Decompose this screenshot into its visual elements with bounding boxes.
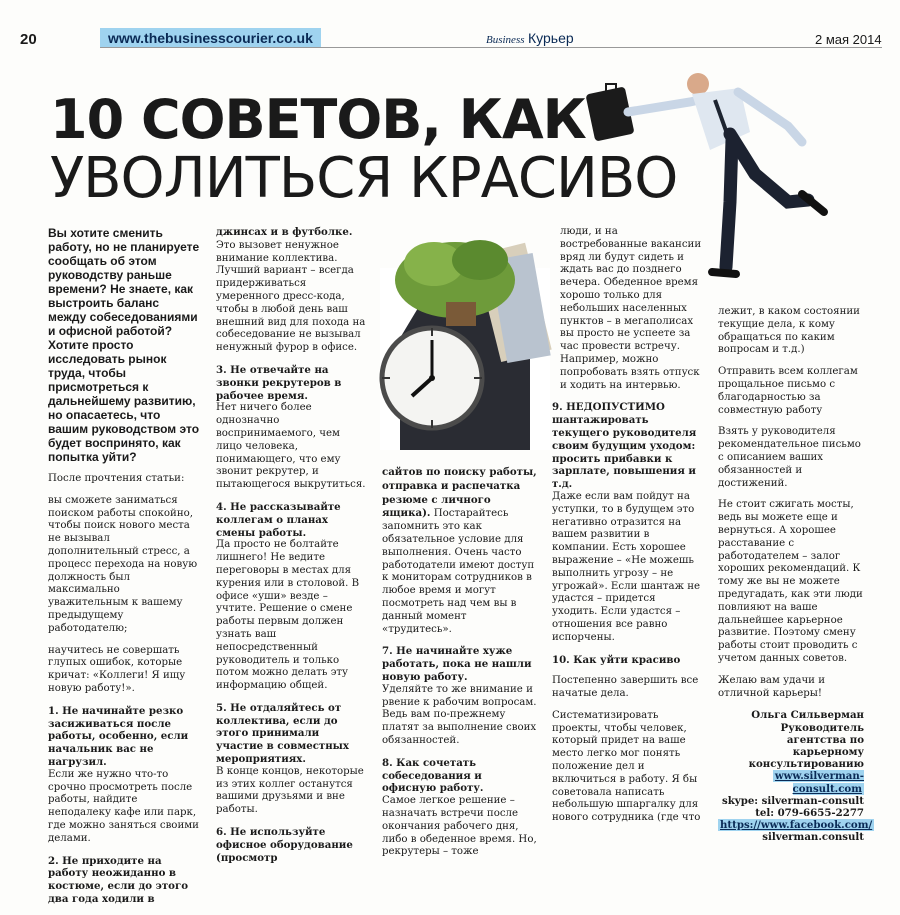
column-5: [718, 306, 873, 844]
paragraph: вы сможете заниматься поиском работы спокойно, чтобы поиск нового места не вызывал дополнительный стресс, а процесс перехода на новую должность был максимально уважительным к вашему предыдущему работодателю;: [48, 494, 198, 634]
column-4: [552, 226, 702, 834]
column-3: [382, 466, 537, 868]
paragraph: Самое легкое решение – назначать встречи после окончания рабочего дня, либо в обеденное время. Но, рекрутеры – тоже: [382, 795, 537, 858]
author-website-link[interactable]: www.silverman-consult.com: [774, 770, 864, 795]
tip-heading-5: 5. Не отдаляйтесь от коллектива, если до этого принимали участие в совместных мероприятиях.: [216, 701, 349, 766]
page-header: [0, 0, 900, 58]
tip-heading-6: 6. Не используйте офисное оборудование (просмотр: [216, 826, 353, 864]
site-url-link[interactable]: www.thebusinesscourier.co.uk: [100, 28, 321, 48]
paragraph: Систематизировать проекты, чтобы человек, который придет на ваше место легко мог понять положение дел и включиться в работу. Я бы советовала написать небольшую шпаргалку для нового сотрудника (где что: [552, 709, 701, 824]
paragraph: После прочтения статьи:: [48, 473, 185, 484]
paragraph: В конце концов, некоторые из этих коллег останутся вашими друзьями и вне работы.: [216, 765, 364, 816]
author-facebook-handle: silverman.consult: [762, 831, 864, 844]
paragraph: лежит, в каком состоянии текущие дела, к кому обращаться по каким вопросам и т.д.): [718, 306, 860, 356]
column-1: [48, 226, 200, 915]
newspaper-logo: [486, 30, 574, 48]
paragraph: люди, и на востребованные вакансии вряд ли будут сидеть и ждать вас до позднего вечера. Обеденное время хорошо только для небольших населенных пунктов – в мегаполисах вы просто не успеете за час провести встречу. Например, можно попробовать взять отпуск и ходить на интервью.: [560, 226, 702, 391]
header-rule: [100, 47, 882, 48]
paragraph: Нет ничего более однозначно воспринимаемого, чем лицо человека, понимающего, что ему звонит рекрутер, и пытающегося выкрутиться.: [216, 402, 366, 491]
paragraph: Да просто не болтайте лишнего! Не ведите переговоры в местах для курения или в столовой. В офисе «уши» везде – учтите. Решение о смене работы первым должен узнать ваш непосредственный руководитель и только потом можно делать эту информацию общей.: [216, 539, 360, 692]
tip-heading-2: 2. Не приходите на работу неожиданно в костюме, если до этого два года ходили в: [48, 854, 188, 905]
tip-heading-9: 9. НЕДОПУСТИМО шантажировать текущего руководителя своим будущим уходом: просить прибавки к зарплате, повышения и т.д.: [552, 401, 697, 491]
headline-line2: УВОЛИТЬСЯ КРАСИВО: [50, 146, 678, 211]
tip-heading-1: 1. Не начинайте резко засиживаться после работы, особенно, если начальник вас не нагрузил.: [48, 704, 189, 768]
paragraph: Отправить всем коллегам прощальное письмо с благодарностью за совместную работу: [718, 366, 858, 416]
paragraph: Желаю вам удачи и отличной карьеры!: [718, 674, 825, 699]
tip-6-text: Постарайтесь запомнить это как обязательное условие для выполнения. Очень часто работодатели имеют доступ к мониторам сотрудников в любое время и могут посмотреть над чем вы в данный момент «трудитесь».: [382, 508, 535, 635]
author-facebook-link[interactable]: https://www.facebook.com/: [720, 819, 873, 832]
column-2: [216, 226, 366, 873]
paragraph: Не стоит сжигать мосты, ведь вы можете еще и вернуться. А хорошее расставание с работодателем – залог хороших рекомендаций. К тому же вы не можете предугадать, как эти люди повлияют на ваше дальнейшее карьерное развитие. Поэтому смену работы стоит проводить с учетом данных советов.: [718, 499, 863, 664]
logo-script: Business: [486, 34, 525, 46]
paragraph: [216, 226, 366, 355]
paragraph: Постепенно завершить все начатые дела.: [552, 675, 699, 700]
tip-2-text: Это вызовет ненужное внимание коллектива. Лучший вариант – всегда придерживаться умеренного дресс-кода, чтобы в любой день ваш внешний вид для похода на собеседование не вызывал ненужный фурор в офисе.: [216, 239, 366, 354]
paragraph: Если же нужно что-то срочно просмотреть после работы, найдите неподалеку кафе или парк, где можно заняться своими делами.: [48, 768, 199, 844]
tip-6-continuation: сайтов по поиску работы, отправка и распечатка резюме с личного ящика).: [382, 466, 537, 520]
author-phone: tel: 079-6655-2277: [755, 806, 864, 819]
paragraph: научитесь не совершать глупых ошибок, которые кричат: «Коллеги! Я ищу новую работу!».: [48, 644, 186, 694]
tip-heading-4: 4. Не рассказывайте коллегам о планах смены работы.: [216, 500, 341, 539]
author-skype: skype: silverman-consult: [721, 794, 864, 807]
logo-text: Курьер: [528, 30, 574, 46]
paragraph: Взять у руководителя рекомендательное письмо с описанием ваших обязанностей и достижений.: [718, 426, 861, 489]
clock-plant-folders-photo: [360, 228, 560, 450]
author-signature: [718, 709, 873, 844]
tip-heading-3: 3. Не отвечайте на звонки рекрутеров в рабочее время.: [216, 363, 342, 402]
tip-2-continuation: джинсах и в футболке.: [216, 226, 353, 238]
paragraph: Даже если вам пойдут на уступки, то в будущем это негативно отразится на вашем развитии в компании. Есть хорошее выражение – «Не можешь выполнить угрозу – не угрожай». Если шантаж не удастся – придется уходить. Если удастся – отношения все равно испорчены.: [552, 490, 701, 643]
author-name: Ольга Сильверман: [751, 709, 864, 722]
tip-heading-7: 7. Не начинайте хуже работать, пока не нашли новую работу.: [382, 645, 532, 683]
issue-date: 2 мая 2014: [815, 32, 882, 47]
headline-line1: 10 СОВЕТОВ, КАК: [50, 88, 586, 151]
page-number: 20: [20, 31, 37, 48]
paragraph: [382, 466, 537, 636]
author-role: Руководитель агентства по карьерному консультированию: [748, 721, 864, 771]
tip-heading-10: 10. Как уйти красиво: [552, 653, 681, 666]
tip-heading-8: 8. Как сочетать собеседования и офисную работу.: [382, 756, 484, 795]
paragraph: Уделяйте то же внимание и рвение к рабочим вопросам. Ведь вам по-прежнему платят за выполнение своих обязанностей.: [382, 683, 537, 746]
article-lead: Вы хотите сменить работу, но не планируете сообщать об этом руководству раньше времени? Не знаете, как выстроить баланс между собеседованиями и офисной работой? Хотите просто исследовать рынок труда, чтобы присмотреться к дальнейшему развитию, но опасаетесь, что вашим руководством это будет воспринято, как попытка уйти?: [48, 226, 200, 464]
